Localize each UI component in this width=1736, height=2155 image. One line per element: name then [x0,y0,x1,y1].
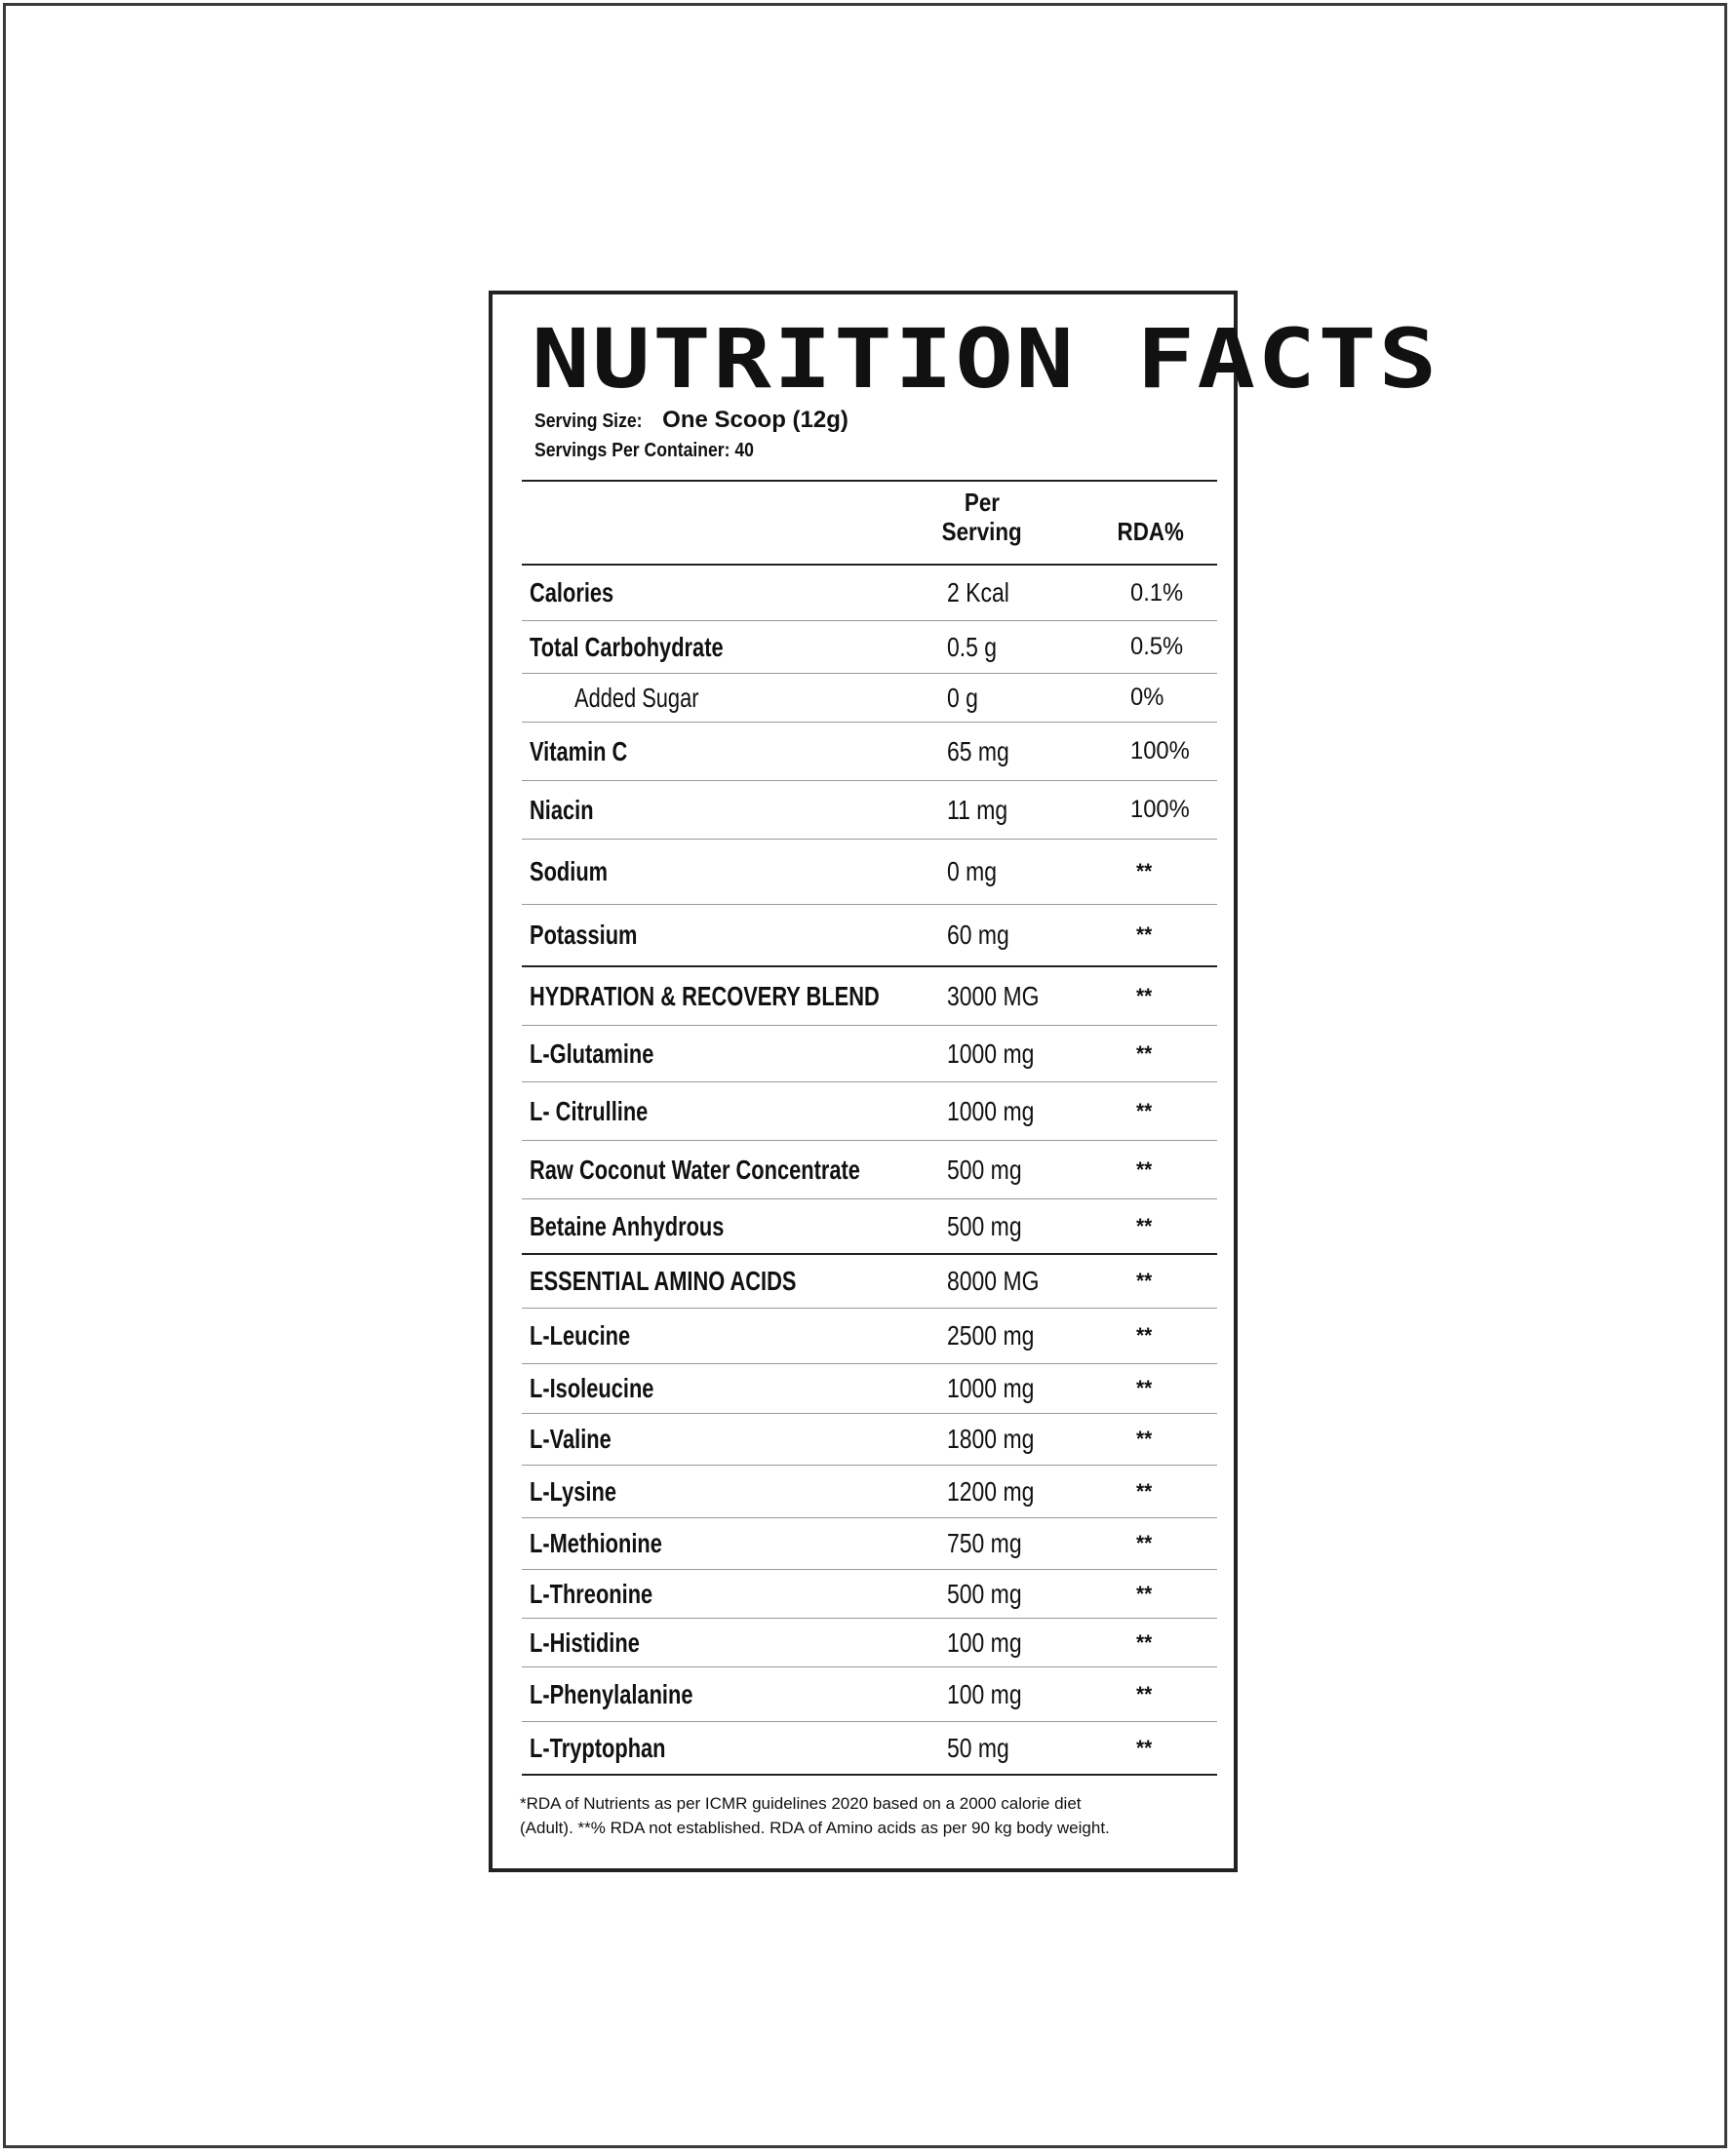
label-title: NUTRITION FACTS [532,311,1440,407]
nutrient-row [522,1413,1217,1465]
nutrient-name: Sodium [530,856,609,886]
footnote [520,1791,1222,1840]
nutrient-rda: ** [1136,922,1153,947]
nutrient-name: L-Threonine [530,1578,653,1609]
footnote-line-1: *RDA of Nutrients as per ICMR guidelines 2020 based on a 2000 calorie diet [520,1794,1082,1813]
nutrient-rda: ** [1136,1681,1153,1706]
nutrient-row [522,1308,1217,1363]
serving-size-line [534,406,848,436]
nutrient-rda: ** [1136,1629,1153,1655]
nutrient-rda: ** [1136,1427,1153,1451]
serving-size-value: One Scoop (12g) [662,407,848,433]
nutrient-amount: 0 mg [947,856,998,886]
nutrient-amount: 65 mg [947,735,1009,766]
nutrient-amount: 50 mg [947,1732,1009,1763]
nutrient-amount: 1000 mg [947,1038,1035,1069]
nutrient-row [522,839,1217,904]
nutrient-rda: ** [1136,859,1153,883]
nutrient-row [522,722,1217,780]
nutrient-name: HYDRATION & RECOVERY BLEND [530,980,880,1011]
nutrient-name: L-Phenylalanine [530,1678,693,1709]
nutrient-name: Added Sugar [574,682,699,713]
nutrient-name: L-Leucine [530,1320,631,1351]
nutrient-name: L-Isoleucine [530,1373,654,1403]
nutrient-name: L-Methionine [530,1528,662,1558]
header-divider [522,480,1217,482]
servings-per-container-value: 40 [734,440,754,461]
nutrient-row [522,1517,1217,1569]
nutrient-name: L-Histidine [530,1626,640,1658]
footnote-line-2: (Adult). **% RDA not established. RDA of Amino acids as per 90 kg body weight. [520,1819,1110,1837]
nutrient-rda: 100% [1130,737,1190,764]
nutrient-amount: 500 mg [947,1154,1022,1185]
serving-info [534,406,848,465]
nutrient-rda: ** [1136,1098,1153,1123]
nutrient-name: Betaine Anhydrous [530,1210,725,1241]
nutrient-rda: ** [1136,1735,1153,1760]
nutrient-name: L-Lysine [530,1475,616,1507]
nutrient-row [522,1363,1217,1413]
nutrient-amount: 60 mg [947,920,1009,950]
nutrition-facts-label [489,291,1440,1872]
column-header-per-serving: Per Serving [941,488,1023,546]
column-header-rda: RDA% [1117,517,1185,546]
nutrient-amount: 11 mg [947,794,1008,825]
nutrient-name: L-Tryptophan [530,1732,666,1763]
nutrient-amount: 1200 mg [947,1475,1035,1507]
nutrient-rda: ** [1136,1376,1153,1400]
nutrient-amount: 500 mg [947,1210,1022,1241]
nutrient-amount: 1000 mg [947,1373,1035,1403]
nutrient-amount: 0.5 g [947,631,998,662]
nutrient-row [522,673,1217,722]
nutrient-row [522,1253,1217,1308]
nutrient-row [522,1721,1217,1776]
nutrient-rda: ** [1136,1531,1153,1555]
nutrient-amount: 0 g [947,682,978,713]
nutrient-rda: ** [1136,1478,1153,1504]
nutrient-rda: 0% [1130,684,1164,711]
servings-per-container-line [534,436,848,465]
nutrient-row [522,1666,1217,1721]
nutrient-rda: ** [1136,983,1153,1008]
nutrient-amount: 2 Kcal [947,577,1009,607]
nutrient-row [522,564,1217,620]
nutrient-row [522,780,1217,839]
nutrient-amount: 8000 MG [947,1266,1040,1296]
nutrient-name: Vitamin C [530,735,628,766]
nutrient-rda: ** [1136,1323,1153,1348]
nutrient-name: L- Citrulline [530,1095,649,1126]
nutrient-amount: 500 mg [947,1578,1022,1609]
nutrient-name: Potassium [530,920,638,950]
nutrient-name: Niacin [530,794,594,825]
nutrient-amount: 100 mg [947,1678,1022,1709]
nutrient-name: L-Valine [530,1424,612,1454]
nutrient-rda: 100% [1130,796,1190,823]
nutrient-rda: ** [1136,1156,1153,1182]
nutrient-name: Calories [530,577,614,607]
nutrient-row [522,1465,1217,1517]
nutrient-row [522,1025,1217,1081]
nutrient-amount: 1800 mg [947,1424,1035,1454]
nutrient-row [522,620,1217,673]
nutrient-name: Total Carbohydrate [530,631,724,662]
nutrient-row [522,965,1217,1025]
nutrient-amount: 750 mg [947,1528,1022,1558]
nutrient-amount: 3000 MG [947,980,1040,1011]
servings-per-container-label: Servings Per Container: 40 [534,440,754,461]
serving-size-label: Serving Size: [534,411,643,432]
nutrient-rda: ** [1136,1213,1153,1238]
nutrient-rda: ** [1136,1581,1153,1606]
nutrient-rda: ** [1136,1040,1153,1066]
nutrient-row [522,904,1217,965]
nutrient-row [522,1569,1217,1618]
nutrient-rda: ** [1136,1269,1153,1293]
nutrient-rda: 0.5% [1130,633,1184,660]
nutrient-rda: 0.1% [1130,578,1184,607]
nutrient-row [522,1618,1217,1666]
nutrient-amount: 100 mg [947,1626,1022,1658]
nutrient-row [522,1140,1217,1198]
nutrient-name: ESSENTIAL AMINO ACIDS [530,1266,797,1296]
nutrient-name: L-Glutamine [530,1038,654,1069]
nutrient-name: Raw Coconut Water Concentrate [530,1154,860,1185]
nutrient-row [522,1081,1217,1140]
nutrient-amount: 1000 mg [947,1095,1035,1126]
nutrient-table [522,564,1217,1776]
nutrient-row [522,1198,1217,1253]
nutrient-amount: 2500 mg [947,1320,1035,1351]
